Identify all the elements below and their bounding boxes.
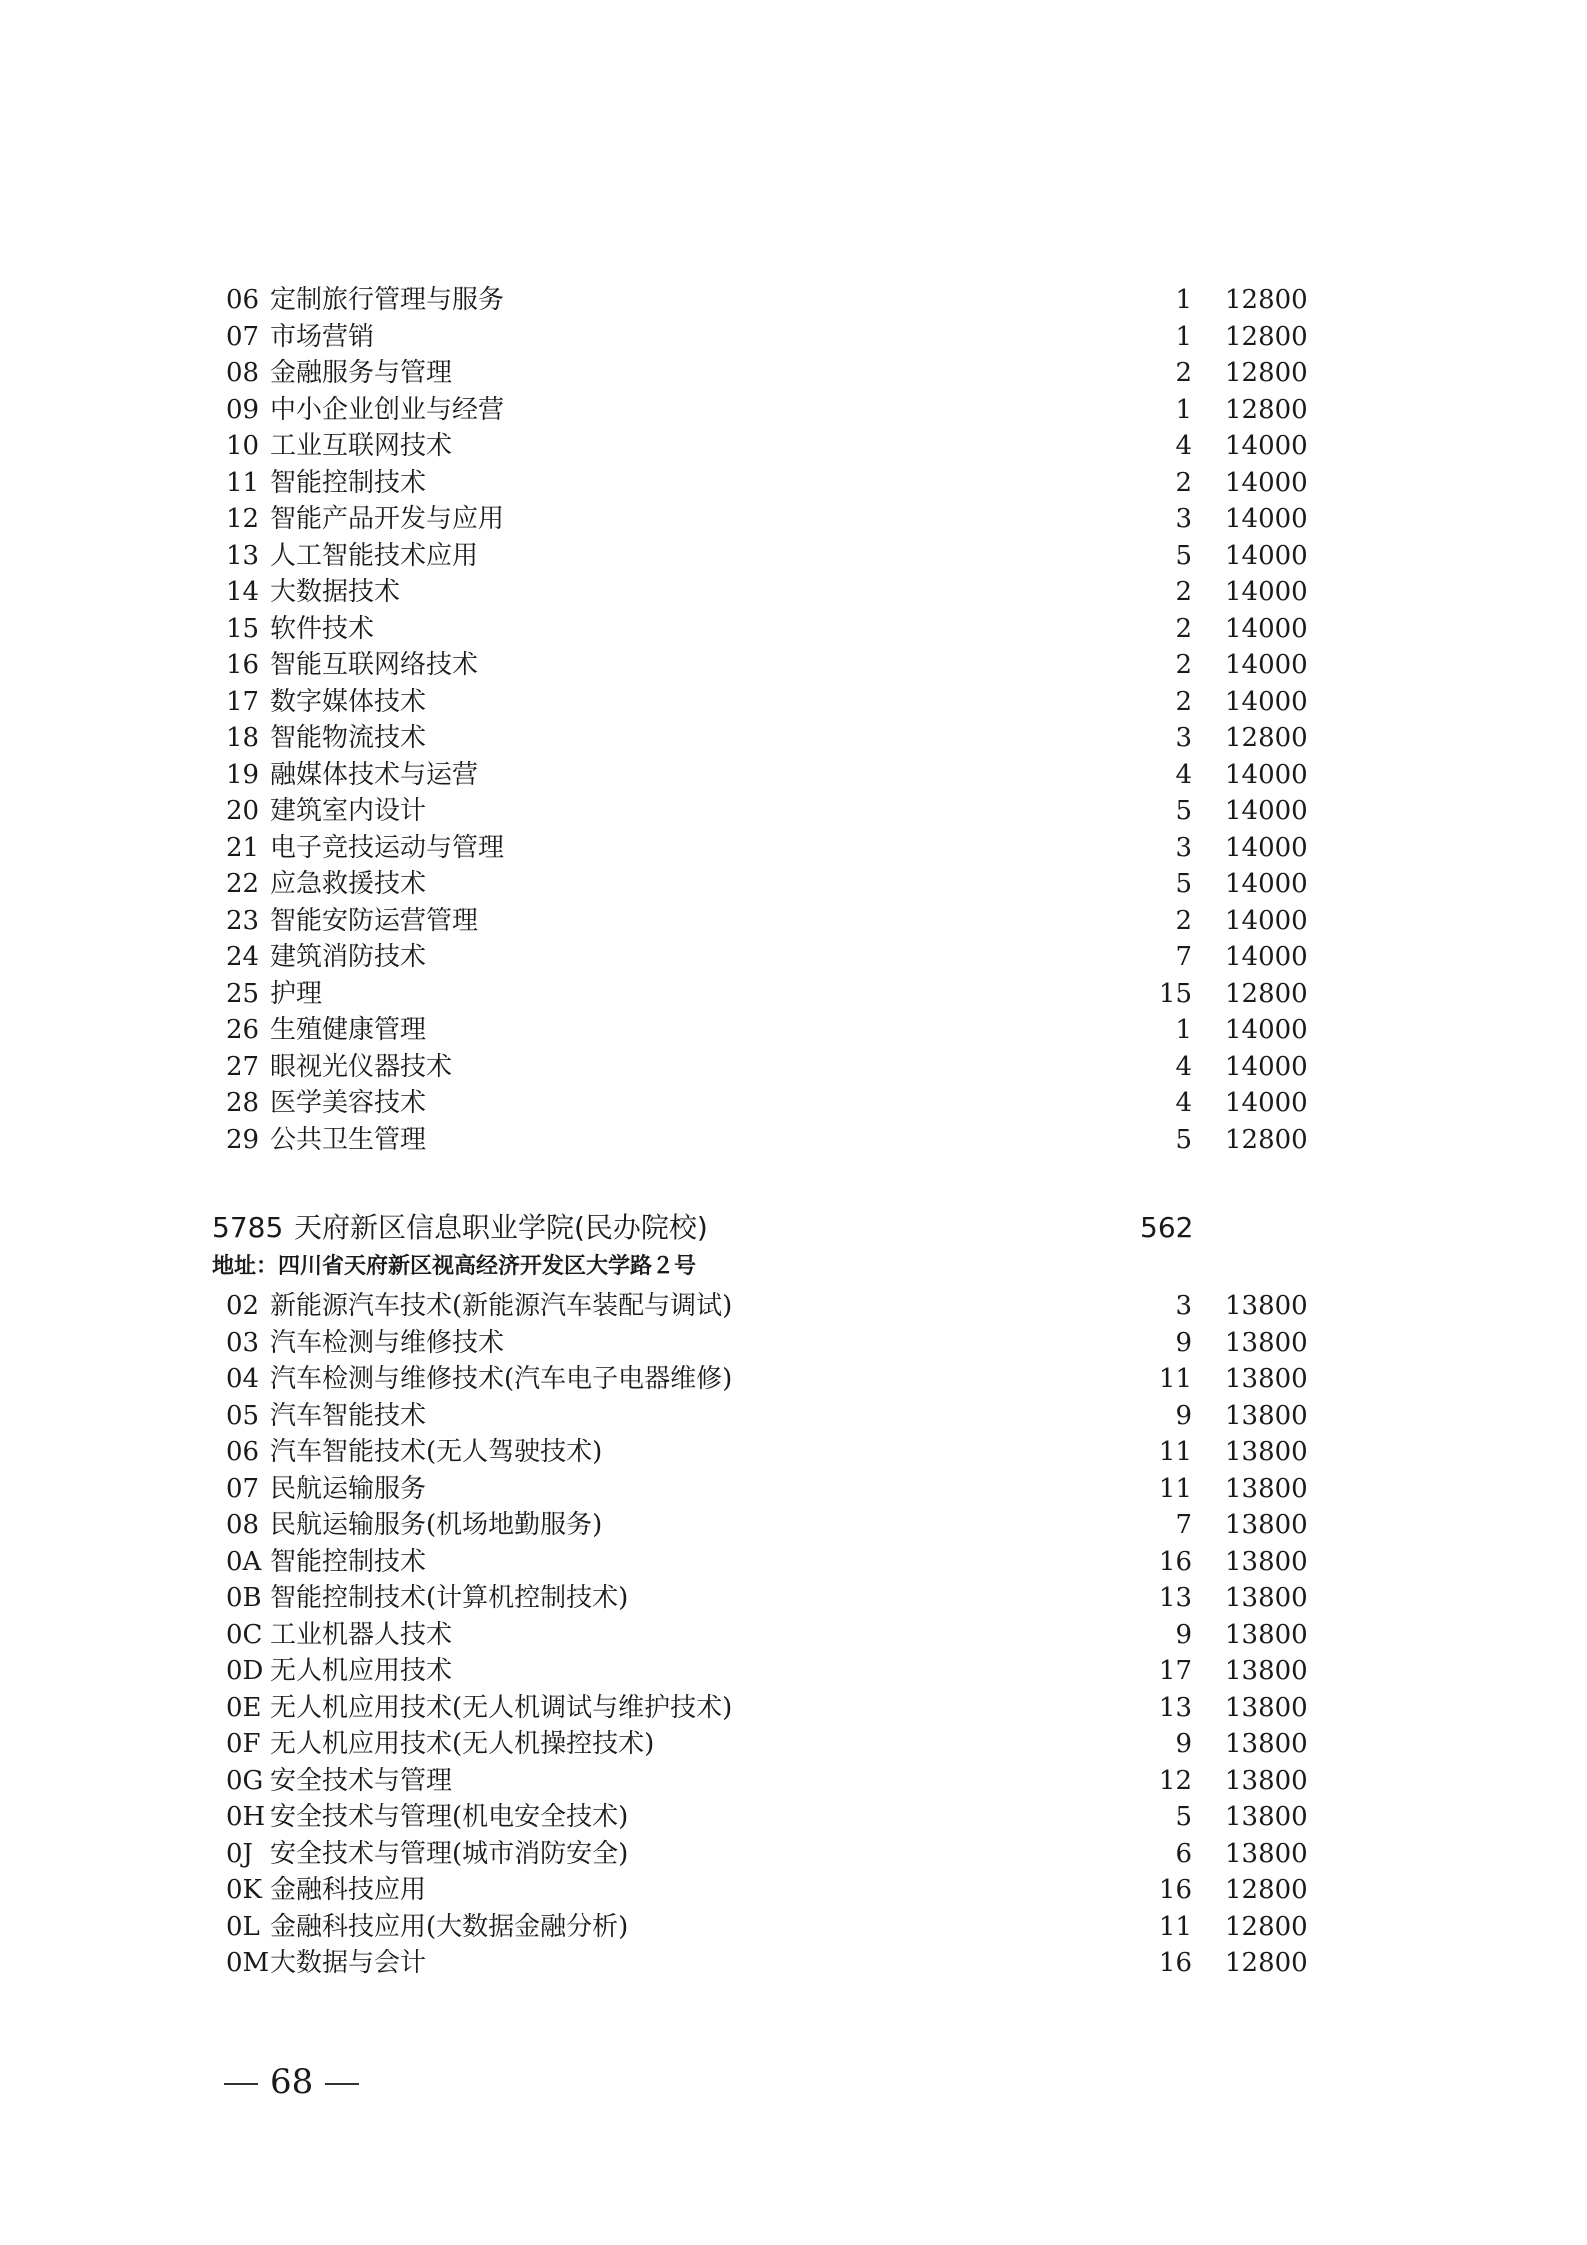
tuition-fee: 14000 [1225,650,1308,680]
major-name: 软件技术 [270,613,375,644]
major-name: 应急救援技术 [270,869,427,899]
tuition-fee: 14000 [1225,1088,1308,1118]
major-name: 智能产品开发与应用 [270,504,505,534]
major-row [0,1909,1587,1945]
tuition-fee: 13800 [1225,1473,1308,1504]
tuition-fee: 12800 [1225,285,1308,315]
major-code: 03 [226,1327,260,1358]
tuition-fee: 14000 [1225,1015,1308,1045]
major-code: 28 [226,1088,260,1118]
major-name: 中小企业创业与经营 [270,394,505,425]
major-code: 26 [226,1015,260,1045]
page-footer [212,2062,371,2102]
major-name: 民航运输服务(机场地勤服务) [270,1510,603,1540]
enrollment-count: 2 [1175,686,1192,717]
major-code: 0C [226,1619,263,1650]
school-quota: 562 [1140,1211,1194,1244]
major-code: 05 [226,1400,260,1431]
major-row [0,611,1587,647]
major-row [0,501,1587,537]
major-name: 金融服务与管理 [270,358,453,388]
enrollment-count: 5 [1175,540,1192,571]
major-row [0,1288,1587,1324]
tuition-fee: 13800 [1225,1291,1308,1321]
tuition-fee: 13800 [1225,1583,1308,1613]
enrollment-count: 9 [1175,1400,1192,1431]
major-name: 安全技术与管理(机电安全技术) [270,1802,629,1832]
major-code: 0M [226,1948,270,1978]
major-name: 智能控制技术 [270,1546,427,1577]
major-row [0,574,1587,610]
major-row [0,830,1587,866]
tuition-fee: 12800 [1225,723,1308,753]
tuition-fee: 14000 [1225,1051,1308,1082]
enrollment-count: 3 [1175,504,1192,534]
enrollment-count: 12 [1158,1765,1192,1796]
major-code: 15 [226,613,260,644]
major-name: 医学美容技术 [270,1088,427,1118]
tuition-fee: 13800 [1225,1656,1308,1686]
enrollment-count: 1 [1175,394,1192,425]
enrollment-count: 7 [1175,1510,1192,1540]
major-name: 数字媒体技术 [270,686,427,717]
major-row [0,757,1587,793]
major-row [0,1122,1587,1158]
tuition-fee: 13800 [1225,1619,1308,1650]
major-name: 建筑室内设计 [270,796,427,826]
tuition-fee: 12800 [1225,1911,1308,1942]
major-code: 0K [226,1875,262,1905]
major-name: 人工智能技术应用 [270,540,479,571]
tuition-fee: 13800 [1225,1510,1308,1540]
tuition-fee: 14000 [1225,796,1308,826]
major-row [0,647,1587,683]
major-name: 工业机器人技术 [270,1619,453,1650]
major-row [0,392,1587,428]
major-code: 23 [226,905,260,936]
major-row [0,1580,1587,1616]
enrollment-count: 13 [1158,1692,1192,1723]
tuition-fee: 14000 [1225,613,1308,644]
enrollment-count: 17 [1158,1656,1192,1686]
major-code: 17 [226,686,260,717]
major-code: 29 [226,1124,260,1155]
tuition-fee: 14000 [1225,686,1308,717]
enrollment-count: 3 [1175,832,1192,863]
tuition-fee: 13800 [1225,1437,1308,1467]
major-code: 02 [226,1291,260,1321]
major-name: 智能物流技术 [270,723,427,753]
tuition-fee: 12800 [1225,1875,1308,1905]
major-code: 06 [226,285,260,315]
enrollment-count: 2 [1175,905,1192,936]
major-row [0,1544,1587,1580]
major-name: 无人机应用技术(无人机操控技术) [270,1729,655,1759]
major-code: 0H [226,1802,266,1832]
major-row [0,1361,1587,1397]
major-code: 07 [226,1473,260,1504]
major-row [0,939,1587,975]
major-code: 24 [226,942,260,972]
major-name: 市场营销 [270,321,375,352]
major-code: 0A [226,1546,262,1577]
major-name: 眼视光仪器技术 [270,1051,453,1082]
enrollment-count: 4 [1175,431,1192,461]
enrollment-count: 11 [1158,1437,1192,1467]
tuition-fee: 14000 [1225,540,1308,571]
tuition-fee: 12800 [1225,978,1308,1009]
enrollment-count: 15 [1158,978,1192,1009]
major-name: 汽车检测与维修技术 [270,1327,505,1358]
enrollment-count: 13 [1158,1583,1192,1613]
major-name: 公共卫生管理 [270,1124,427,1155]
enrollment-count: 5 [1175,869,1192,899]
enrollment-count: 7 [1175,942,1192,972]
major-name: 融媒体技术与运营 [270,759,479,790]
major-row [0,465,1587,501]
major-row [0,903,1587,939]
major-row [0,1945,1587,1981]
school-address: 地址：四川省天府新区视高经济开发区大学路２号 [212,1254,697,1279]
major-code: 0L [226,1911,260,1942]
major-row [0,976,1587,1012]
major-code: 07 [226,321,260,352]
tuition-fee: 12800 [1225,394,1308,425]
enrollment-count: 6 [1175,1838,1192,1869]
major-row [0,1012,1587,1048]
major-name: 建筑消防技术 [270,942,427,972]
major-row [0,1799,1587,1835]
major-code: 09 [226,394,260,425]
major-code: 10 [226,431,260,461]
tuition-fee: 14000 [1225,942,1308,972]
major-code: 0E [226,1692,262,1723]
enrollment-count: 4 [1175,1088,1192,1118]
footer-dash-right [325,2083,359,2085]
major-name: 无人机应用技术(无人机调试与维护技术) [270,1692,733,1723]
major-row [0,720,1587,756]
major-code: 22 [226,869,260,899]
major-code: 19 [226,759,260,790]
major-code: 27 [226,1051,260,1082]
major-name: 金融科技应用 [270,1875,427,1905]
major-row [0,1617,1587,1653]
major-row [0,1085,1587,1121]
major-code: 06 [226,1437,260,1467]
major-name: 汽车检测与维修技术(汽车电子电器维修) [270,1364,733,1394]
tuition-fee: 12800 [1225,321,1308,352]
major-code: 11 [226,467,260,498]
major-name: 电子竞技运动与管理 [270,832,505,863]
major-name: 智能控制技术 [270,467,427,498]
major-name: 定制旅行管理与服务 [270,285,505,315]
major-name: 大数据与会计 [270,1948,427,1978]
major-code: 04 [226,1364,260,1394]
major-code: 0F [226,1729,261,1759]
tuition-fee: 13800 [1225,1364,1308,1394]
enrollment-count: 1 [1175,321,1192,352]
enrollment-count: 16 [1158,1948,1192,1978]
enrollment-count: 11 [1158,1911,1192,1942]
tuition-fee: 14000 [1225,577,1308,607]
major-name: 护理 [270,978,323,1009]
major-row [0,319,1587,355]
major-code: 12 [226,504,260,534]
major-code: 08 [226,1510,260,1540]
major-code: 0B [226,1583,262,1613]
tuition-fee: 14000 [1225,832,1308,863]
tuition-fee: 13800 [1225,1692,1308,1723]
tuition-fee: 14000 [1225,905,1308,936]
page-number: 68 [270,2062,314,2102]
major-name: 民航运输服务 [270,1473,427,1504]
major-row [0,355,1587,391]
major-name: 安全技术与管理 [270,1765,453,1796]
enrollment-count: 2 [1175,650,1192,680]
enrollment-count: 1 [1175,285,1192,315]
enrollment-count: 3 [1175,723,1192,753]
major-name: 新能源汽车技术(新能源汽车装配与调试) [270,1291,733,1321]
major-code: 25 [226,978,260,1009]
footer-dash-left [224,2083,258,2085]
tuition-fee: 13800 [1225,1765,1308,1796]
major-row [0,684,1587,720]
major-row [0,866,1587,902]
tuition-fee: 14000 [1225,869,1308,899]
enrollment-count: 9 [1175,1327,1192,1358]
major-name: 工业互联网技术 [270,431,453,461]
tuition-fee: 13800 [1225,1802,1308,1832]
enrollment-count: 2 [1175,577,1192,607]
major-row [0,1398,1587,1434]
major-code: 0J [226,1838,253,1869]
major-name: 智能互联网络技术 [270,650,479,680]
major-name: 生殖健康管理 [270,1015,427,1045]
enrollment-count: 11 [1158,1473,1192,1504]
major-row [0,793,1587,829]
enrollment-count: 2 [1175,358,1192,388]
major-code: 18 [226,723,260,753]
major-name: 安全技术与管理(城市消防安全) [270,1838,629,1869]
tuition-fee: 13800 [1225,1400,1308,1431]
major-row [0,1325,1587,1361]
enrollment-count: 1 [1175,1015,1192,1045]
major-row [0,1507,1587,1543]
enrollment-count: 2 [1175,467,1192,498]
enrollment-count: 16 [1158,1546,1192,1577]
enrollment-count: 2 [1175,613,1192,644]
enrollment-count: 3 [1175,1291,1192,1321]
tuition-fee: 12800 [1225,1948,1308,1978]
tuition-fee: 13800 [1225,1327,1308,1358]
major-code: 16 [226,650,260,680]
major-row [0,282,1587,318]
major-name: 智能控制技术(计算机控制技术) [270,1583,629,1613]
major-row [0,1872,1587,1908]
major-code: 08 [226,358,260,388]
enrollment-count: 5 [1175,1124,1192,1155]
major-name: 金融科技应用(大数据金融分析) [270,1911,629,1942]
tuition-fee: 14000 [1225,504,1308,534]
enrollment-count: 4 [1175,1051,1192,1082]
major-row [0,1049,1587,1085]
enrollment-count: 5 [1175,1802,1192,1832]
major-row [0,538,1587,574]
major-row [0,1471,1587,1507]
tuition-fee: 13800 [1225,1729,1308,1759]
major-row [0,1836,1587,1872]
enrollment-count: 16 [1158,1875,1192,1905]
major-row [0,1726,1587,1762]
enrollment-count: 9 [1175,1619,1192,1650]
school-number: 5785 [212,1211,284,1244]
tuition-fee: 13800 [1225,1546,1308,1577]
major-row [0,1653,1587,1689]
tuition-fee: 14000 [1225,431,1308,461]
major-code: 13 [226,540,260,571]
tuition-fee: 14000 [1225,759,1308,790]
major-name: 大数据技术 [270,577,401,607]
school-header [212,1208,1212,1248]
major-row [0,1690,1587,1726]
major-code: 14 [226,577,260,607]
major-row [0,1434,1587,1470]
major-row [0,428,1587,464]
major-name: 智能安防运营管理 [270,905,479,936]
enrollment-count: 11 [1158,1364,1192,1394]
tuition-fee: 14000 [1225,467,1308,498]
enrollment-count: 5 [1175,796,1192,826]
major-code: 0D [226,1656,264,1686]
major-code: 0G [226,1765,264,1796]
major-code: 21 [226,832,260,863]
major-row [0,1763,1587,1799]
enrollment-count: 4 [1175,759,1192,790]
tuition-fee: 13800 [1225,1838,1308,1869]
tuition-fee: 12800 [1225,358,1308,388]
major-name: 无人机应用技术 [270,1656,453,1686]
enrollment-count: 9 [1175,1729,1192,1759]
major-name: 汽车智能技术 [270,1400,427,1431]
tuition-fee: 12800 [1225,1124,1308,1155]
school-name: 天府新区信息职业学院(民办院校) [294,1211,708,1244]
major-name: 汽车智能技术(无人驾驶技术) [270,1437,603,1467]
major-code: 20 [226,796,260,826]
